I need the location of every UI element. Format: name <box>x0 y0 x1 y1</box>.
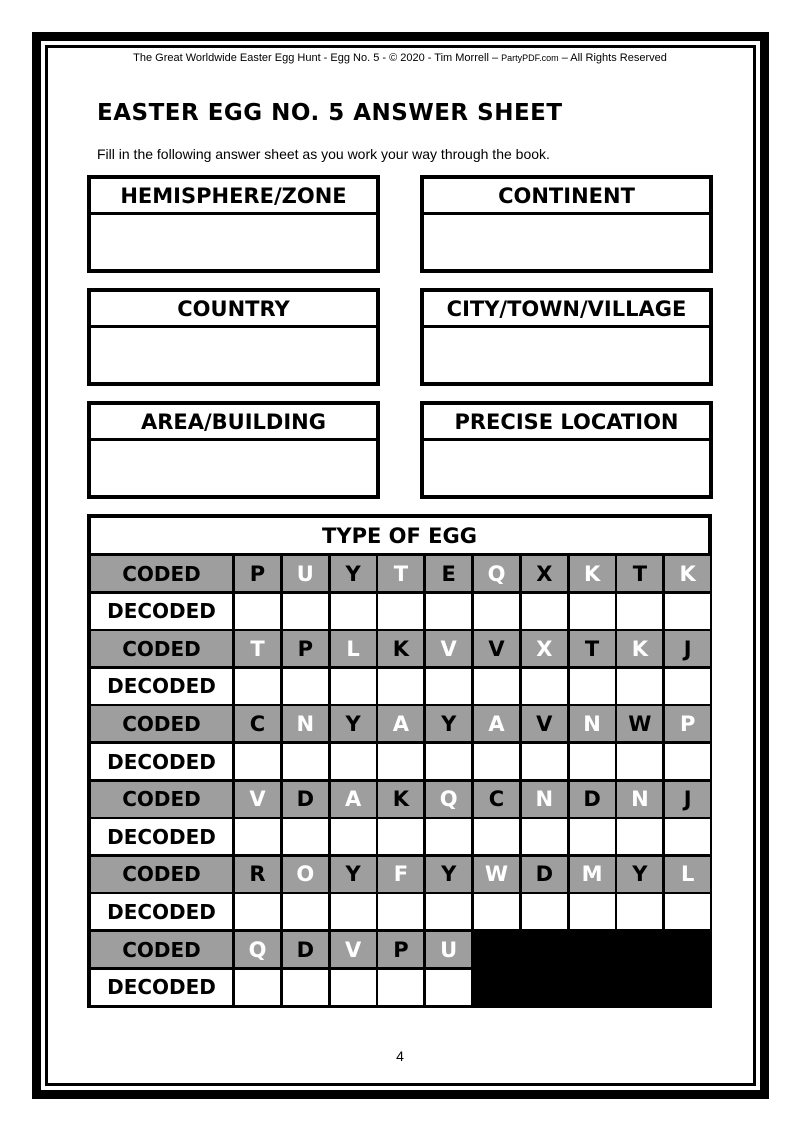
continent-box <box>420 175 713 273</box>
coded-letter: J <box>665 631 710 666</box>
coded-letter: M <box>570 857 615 892</box>
location-box <box>420 401 713 499</box>
coded-letter: P <box>665 706 710 741</box>
coded-letter: U <box>426 932 471 967</box>
coded-letter: L <box>331 631 376 666</box>
decoded-row <box>91 744 708 779</box>
decoded-cell[interactable] <box>570 894 615 929</box>
coded-label: CODED <box>91 932 232 967</box>
decoded-label: DECODED <box>91 594 232 629</box>
decoded-cell[interactable] <box>235 894 280 929</box>
decoded-cell[interactable] <box>283 594 328 629</box>
decoded-cell[interactable] <box>426 744 471 779</box>
coded-label: CODED <box>91 706 232 741</box>
decoded-cell[interactable] <box>331 970 376 1005</box>
coded-label: CODED <box>91 556 232 591</box>
coded-letter: W <box>474 857 519 892</box>
decoded-cell[interactable] <box>378 594 423 629</box>
coded-letter: K <box>570 556 615 591</box>
decoded-cell[interactable] <box>474 894 519 929</box>
decoded-cell[interactable] <box>522 669 567 704</box>
coded-row <box>91 556 708 591</box>
decoded-cell[interactable] <box>331 819 376 854</box>
decoded-cell[interactable] <box>235 819 280 854</box>
coded-row <box>91 932 708 967</box>
decoded-cell[interactable] <box>665 894 710 929</box>
coded-letter: L <box>665 857 710 892</box>
blank-cell <box>665 932 710 967</box>
coded-letter: D <box>283 782 328 817</box>
coded-letter: J <box>665 782 710 817</box>
country-label: COUNTRY <box>91 292 376 328</box>
coded-letter: Y <box>331 556 376 591</box>
coded-letter: V <box>331 932 376 967</box>
blank-cell <box>617 932 662 967</box>
coded-letter: T <box>617 556 662 591</box>
coded-letter: X <box>522 631 567 666</box>
decoded-cell[interactable] <box>665 744 710 779</box>
hemisphere-label: HEMISPHERE/ZONE <box>91 179 376 215</box>
coded-row <box>91 782 708 817</box>
decoded-cell[interactable] <box>474 744 519 779</box>
decoded-cell[interactable] <box>570 594 615 629</box>
coded-row <box>91 631 708 666</box>
coded-letter: D <box>522 857 567 892</box>
decoded-row <box>91 894 708 929</box>
hemisphere-field[interactable] <box>91 215 376 266</box>
coded-letter: T <box>235 631 280 666</box>
decoded-cell[interactable] <box>570 819 615 854</box>
area-field[interactable] <box>91 441 376 492</box>
decoded-cell[interactable] <box>617 669 662 704</box>
area-label: AREA/BUILDING <box>91 405 376 441</box>
city-field[interactable] <box>424 328 709 379</box>
coded-letter: U <box>283 556 328 591</box>
decoded-cell[interactable] <box>331 669 376 704</box>
decoded-cell[interactable] <box>283 894 328 929</box>
blank-cell <box>522 932 567 967</box>
decoded-cell[interactable] <box>617 894 662 929</box>
blank-cell <box>665 970 710 1005</box>
copyright-rights: – All Rights Reserved <box>558 52 667 64</box>
decoded-cell[interactable] <box>522 744 567 779</box>
decoded-row <box>91 819 708 854</box>
country-box <box>87 288 380 386</box>
blank-cell <box>570 932 615 967</box>
decoded-cell[interactable] <box>617 819 662 854</box>
page-number: 4 <box>396 1048 404 1064</box>
decoded-label: DECODED <box>91 894 232 929</box>
coded-letter: C <box>235 706 280 741</box>
decoded-label: DECODED <box>91 744 232 779</box>
coded-letter: Q <box>474 556 519 591</box>
coded-letter: K <box>617 631 662 666</box>
coded-row <box>91 857 708 892</box>
decoded-cell[interactable] <box>331 894 376 929</box>
coded-letter: Y <box>426 857 471 892</box>
decoded-cell[interactable] <box>474 819 519 854</box>
blank-cell <box>474 970 519 1005</box>
coded-letter: Q <box>426 782 471 817</box>
decoded-label: DECODED <box>91 970 232 1005</box>
coded-label: CODED <box>91 631 232 666</box>
decoded-cell[interactable] <box>426 819 471 854</box>
area-box <box>87 401 380 499</box>
decoded-cell[interactable] <box>665 819 710 854</box>
continent-field[interactable] <box>424 215 709 266</box>
coded-letter: D <box>570 782 615 817</box>
decoded-cell[interactable] <box>331 594 376 629</box>
coded-letter: O <box>283 857 328 892</box>
copyright-text: The Great Worldwide Easter Egg Hunt - Egg No. 5 - © 2020 - Tim Morrell – <box>133 52 502 64</box>
country-field[interactable] <box>91 328 376 379</box>
coded-letter: K <box>665 556 710 591</box>
blank-cell <box>617 970 662 1005</box>
coded-letter: Y <box>617 857 662 892</box>
decoded-cell[interactable] <box>283 819 328 854</box>
decoded-cell[interactable] <box>474 669 519 704</box>
city-label: CITY/TOWN/VILLAGE <box>424 292 709 328</box>
coded-letter: N <box>283 706 328 741</box>
coded-letter: V <box>474 631 519 666</box>
decoded-cell[interactable] <box>331 744 376 779</box>
decoded-cell[interactable] <box>426 594 471 629</box>
coded-label: CODED <box>91 782 232 817</box>
copyright-site: PartyPDF.com <box>501 53 559 63</box>
decoded-cell[interactable] <box>570 669 615 704</box>
egg-table-title: TYPE OF EGG <box>91 518 708 553</box>
decoded-cell[interactable] <box>378 819 423 854</box>
decoded-cell[interactable] <box>570 744 615 779</box>
location-label: PRECISE LOCATION <box>424 405 709 441</box>
decoded-row <box>91 970 708 1005</box>
coded-letter: A <box>474 706 519 741</box>
coded-letter: W <box>617 706 662 741</box>
decoded-cell[interactable] <box>378 669 423 704</box>
location-field[interactable] <box>424 441 709 492</box>
continent-label: CONTINENT <box>424 179 709 215</box>
coded-letter: K <box>378 631 423 666</box>
coded-letter: Y <box>426 706 471 741</box>
decoded-row <box>91 669 708 704</box>
decoded-cell[interactable] <box>665 594 710 629</box>
decoded-cell[interactable] <box>474 594 519 629</box>
coded-letter: P <box>235 556 280 591</box>
coded-letter: V <box>235 782 280 817</box>
decoded-cell[interactable] <box>665 669 710 704</box>
blank-cell <box>570 970 615 1005</box>
coded-letter: P <box>283 631 328 666</box>
coded-letter: X <box>522 556 567 591</box>
decoded-cell[interactable] <box>522 894 567 929</box>
decoded-row <box>91 594 708 629</box>
copyright-line <box>0 52 800 64</box>
coded-letter: V <box>426 631 471 666</box>
decoded-cell[interactable] <box>378 894 423 929</box>
coded-letter: K <box>378 782 423 817</box>
coded-letter: T <box>378 556 423 591</box>
decoded-label: DECODED <box>91 819 232 854</box>
coded-letter: T <box>570 631 615 666</box>
coded-letter: E <box>426 556 471 591</box>
decoded-cell[interactable] <box>283 970 328 1005</box>
decoded-cell[interactable] <box>426 669 471 704</box>
coded-letter: Y <box>331 857 376 892</box>
decoded-cell[interactable] <box>617 594 662 629</box>
decoded-cell[interactable] <box>235 970 280 1005</box>
coded-letter: F <box>378 857 423 892</box>
decoded-cell[interactable] <box>378 970 423 1005</box>
decoded-cell[interactable] <box>283 744 328 779</box>
city-box <box>420 288 713 386</box>
coded-letter: A <box>378 706 423 741</box>
decoded-cell[interactable] <box>235 594 280 629</box>
blank-cell <box>474 932 519 967</box>
coded-letter: N <box>570 706 615 741</box>
coded-letter: N <box>522 782 567 817</box>
decoded-label: DECODED <box>91 669 232 704</box>
coded-letter: R <box>235 857 280 892</box>
decoded-cell[interactable] <box>617 744 662 779</box>
hemisphere-box <box>87 175 380 273</box>
coded-letter: P <box>378 932 423 967</box>
coded-letter: V <box>522 706 567 741</box>
decoded-cell[interactable] <box>522 819 567 854</box>
coded-letter: Y <box>331 706 376 741</box>
page-title: EASTER EGG NO. 5 ANSWER SHEET <box>97 100 563 126</box>
decoded-cell[interactable] <box>235 669 280 704</box>
coded-letter: D <box>283 932 328 967</box>
decoded-cell[interactable] <box>378 744 423 779</box>
decoded-cell[interactable] <box>522 594 567 629</box>
decoded-cell[interactable] <box>426 894 471 929</box>
egg-code-table <box>87 514 712 1008</box>
coded-letter: C <box>474 782 519 817</box>
decoded-cell[interactable] <box>235 744 280 779</box>
decoded-cell[interactable] <box>283 669 328 704</box>
coded-row <box>91 706 708 741</box>
coded-letter: N <box>617 782 662 817</box>
coded-label: CODED <box>91 857 232 892</box>
instructions-text: Fill in the following answer sheet as you work your way through the book. <box>97 146 550 162</box>
coded-letter: A <box>331 782 376 817</box>
blank-cell <box>522 970 567 1005</box>
coded-letter: Q <box>235 932 280 967</box>
decoded-cell[interactable] <box>426 970 471 1005</box>
